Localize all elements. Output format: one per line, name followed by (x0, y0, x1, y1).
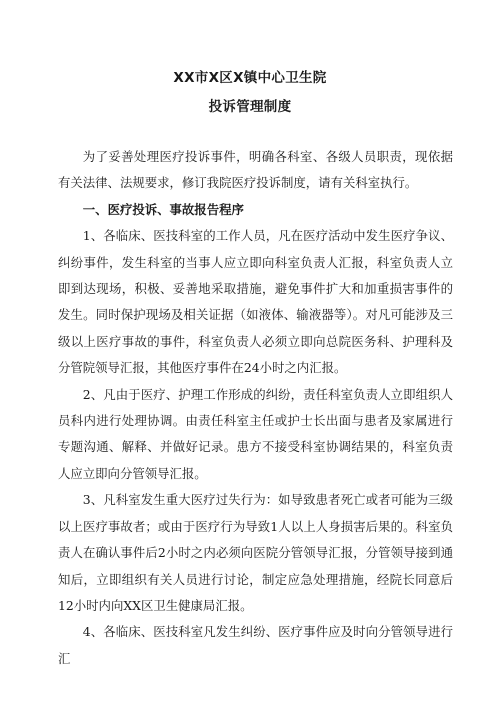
document-subtitle: 投诉管理制度 (208, 99, 292, 115)
body-paragraph: 2、凡由于医疗、护理工作形成的纠纷，责任科室负责人立即组织人员科内进行处理协调。由责任科室主任或护士长出面与患者及家属进行专题沟通、解释、并做好记录。患方不接受科室协调结果的，科室负责人应立即向分管领导汇报。 (58, 386, 453, 481)
document-title: XX市X区X镇中心卫生院 (173, 70, 327, 86)
intro-paragraph: 为了妥善处理医疗投诉事件，明确各科室、各级人员职责，现依据有关法律、法规要求，修订我院医疗投诉制度，请有关科室执行。 (58, 149, 453, 191)
body-paragraph: 1、各临床、医技科室的工作人员，凡在医疗活动中发生医疗争议、纠纷事件，发生科室的当事人应立即向科室负责人汇报，科室负责人立即到达现场，积极、妥善地采取措施，避免事件扩大和加重损害事件的发生。同时保护现场及相关证据（如液体、输液器等）。对凡可能涉及三级以上医疗事故的事件，科室负责人必须立即向总院医务科、护理科及分管院领导汇报，其他医疗事件在24小时之内汇报。 (58, 228, 453, 376)
section-heading: 一、医疗投诉、事故报告程序 (82, 201, 244, 217)
document-body (58, 144, 453, 672)
body-paragraph: 4、各临床、医技科室凡发生纠纷、医疗事件应及时向分管领导进行汇 (58, 624, 453, 666)
body-paragraph: 3、凡科室发生重大医疗过失行为：如导致患者死亡或者可能为三级以上医疗事故者；或由于医疗行为导致1人以上人身损害后果的。科室负责人在确认事件后2小时之内必须向医院分管领导汇报，分管领导接到通知后，立即组织有关人员进行讨论，制定应急处理措施，经院长同意后12小时内向XX区卫生健康局汇报。 (58, 492, 453, 613)
